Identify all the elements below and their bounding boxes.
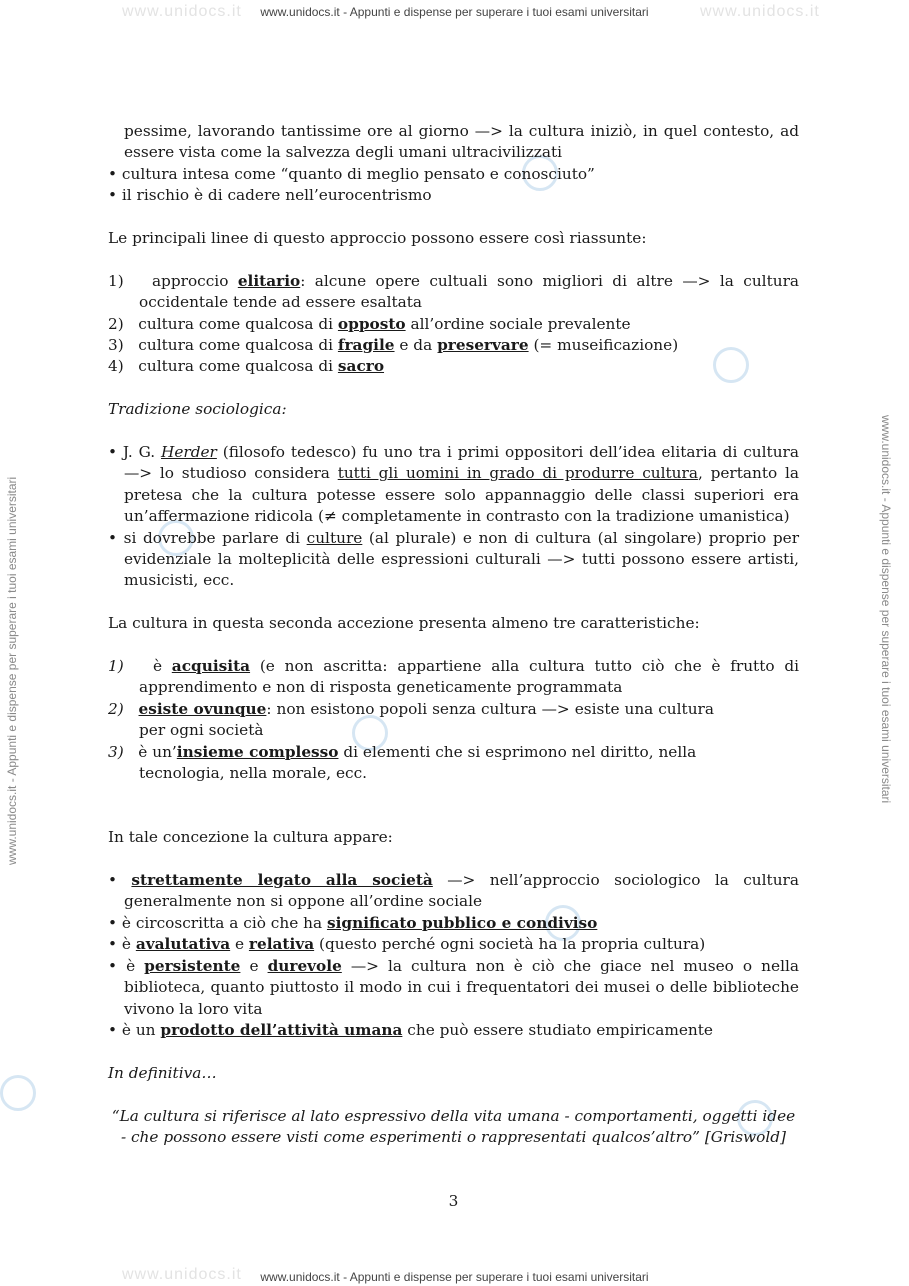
key-term: preservare — [437, 336, 529, 355]
paragraph: In tale concezione la cultura appare: — [108, 828, 393, 847]
bullet-icon: • — [108, 186, 118, 205]
list-item: • si dovrebbe parlare di culture (al plurale) e non di cultura (al singolare) proprio per evidenziale la molteplicità delle espressioni culturali —> tutti possono essere artisti, musicisti, ecc. — [108, 528, 800, 590]
bullet-icon: • — [108, 956, 118, 975]
key-term: fragile — [337, 336, 395, 355]
section-heading: Tradizione sociologica: — [108, 400, 287, 419]
list-item: • è avalutativa e relativa (questo perché ogni società ha la propria cultura) — [108, 935, 706, 954]
key-term: significato pubblico e condiviso — [326, 913, 598, 932]
bullet-icon: • — [108, 871, 118, 890]
watermark-logo-icon — [0, 1075, 36, 1111]
closing-quote: “La cultura si riferisce al lato espressivo della vita umana - comportamenti, oggetti idee - che possono essere visti come esperimenti o rappresentati qualcos’altro” [Griswold] — [111, 1106, 796, 1146]
watermark-side-left: www.unidocs.it - Appunti e dispense per superare i tuoi esami universitari — [5, 476, 19, 865]
key-term: insieme complesso — [176, 742, 339, 761]
underlined-phrase: tutti gli uomini in grado di produrre cultura — [337, 464, 698, 483]
key-term: sacro — [337, 357, 385, 376]
numbered-item: 4) cultura come qualcosa di sacro — [108, 357, 385, 376]
numbered-item: 2) esiste ovunque: non esistono popoli senza cultura —> esiste una cultura per ogni società — [108, 699, 714, 740]
numbered-item: 1) approccio elitario: alcune opere cultuali sono migliori di altre —> la cultura occidentale tende ad essere esaltata — [108, 271, 799, 312]
list-item: • è persistente e durevole —> la cultura non è ciò che giace nel museo o nella biblioteca, quanto piuttosto il modo in cui i frequentatori dei musei o delle biblioteche vivono la loro vita — [108, 956, 799, 1018]
bullet-icon: • — [108, 164, 118, 183]
bullet-icon: • — [108, 528, 118, 547]
paragraph: La cultura in questa seconda accezione presenta almeno tre caratteristiche: — [108, 614, 700, 633]
watermark-ghost-text: www.unidocs.it — [122, 3, 242, 20]
watermark-ghost-text: www.unidocs.it — [700, 3, 820, 20]
page-number: 3 — [448, 1192, 459, 1211]
numbered-item: 1) è acquisita (e non ascritta: appartiene alla cultura tutto ciò che è frutto di apprendimento e non di risposta geneticamente programmata — [108, 657, 799, 697]
numbered-item: 3) è un’insieme complesso di elementi che si esprimono nel diritto, nella tecnologia, nella morale, ecc. — [108, 742, 697, 783]
key-term: elitario — [237, 271, 301, 290]
key-term: acquisita — [171, 657, 251, 676]
key-term: esiste ovunque — [138, 699, 267, 718]
list-item: • strettamente legato alla società —> nell’approccio sociologico la cultura generalmente non si oppone all’ordine sociale — [108, 871, 799, 911]
paragraph: Le principali linee di questo approccio possono essere così riassunte: — [108, 229, 647, 248]
watermark-ghost-text: www.unidocs.it — [122, 1266, 242, 1283]
continued-bullet-text: pessime, lavorando tantissime ore al giorno —> la cultura iniziò, in quel contesto, ad essere vista come la salvezza degli umani ultracivilizzati — [124, 122, 799, 162]
key-term: avalutativa — [135, 935, 231, 954]
key-term: durevole — [267, 956, 342, 975]
list-item: • cultura intesa come “quanto di meglio pensato e conosciuto” — [108, 164, 595, 183]
key-term: strettamente legato alla società — [131, 871, 433, 890]
numbered-item: 2) cultura come qualcosa di opposto all’ordine sociale prevalente — [108, 314, 631, 333]
author-name: Herder — [161, 443, 217, 462]
bullet-icon: • — [108, 1020, 118, 1039]
numbered-item: 3) cultura come qualcosa di fragile e da preservare (= museificazione) — [108, 336, 679, 355]
watermark-banner-top: www.unidocs.it - Appunti e dispense per superare i tuoi esami universitari — [260, 5, 649, 19]
bullet-icon: • — [108, 913, 118, 932]
key-term: relativa — [248, 935, 315, 954]
list-item: • J. G. Herder (filosofo tedesco) fu uno tra i primi oppositori dell’idea elitaria di cultura —> lo studioso considera tutti gli uomini in grado di produrre cultura, pertanto la pretesa che la cultura potesse essere solo appannaggio delle classi superiori era un’affermazione ridicola (≠ completamente in contrasto con la tradizione umanistica) — [108, 443, 799, 526]
underlined-phrase: culture — [306, 528, 363, 547]
conclusion-label: In definitiva… — [108, 1063, 217, 1082]
bullet-icon: • — [108, 443, 118, 462]
watermark-side-right: www.unidocs.it - Appunti e dispense per superare i tuoi esami universitari — [879, 415, 893, 804]
key-term: opposto — [337, 314, 406, 333]
list-item: • il rischio è di cadere nell’eurocentrismo — [108, 186, 432, 205]
list-item: • è circoscritta a ciò che ha significato pubblico e condiviso — [108, 913, 598, 932]
list-item: • è un prodotto dell’attività umana che può essere studiato empiricamente — [108, 1020, 713, 1039]
bullet-icon: • — [108, 935, 118, 954]
key-term: prodotto dell’attività umana — [160, 1020, 403, 1039]
document-page — [108, 121, 799, 1213]
watermark-banner-bottom: www.unidocs.it - Appunti e dispense per superare i tuoi esami universitari — [260, 1270, 649, 1284]
key-term: persistente — [144, 956, 241, 975]
